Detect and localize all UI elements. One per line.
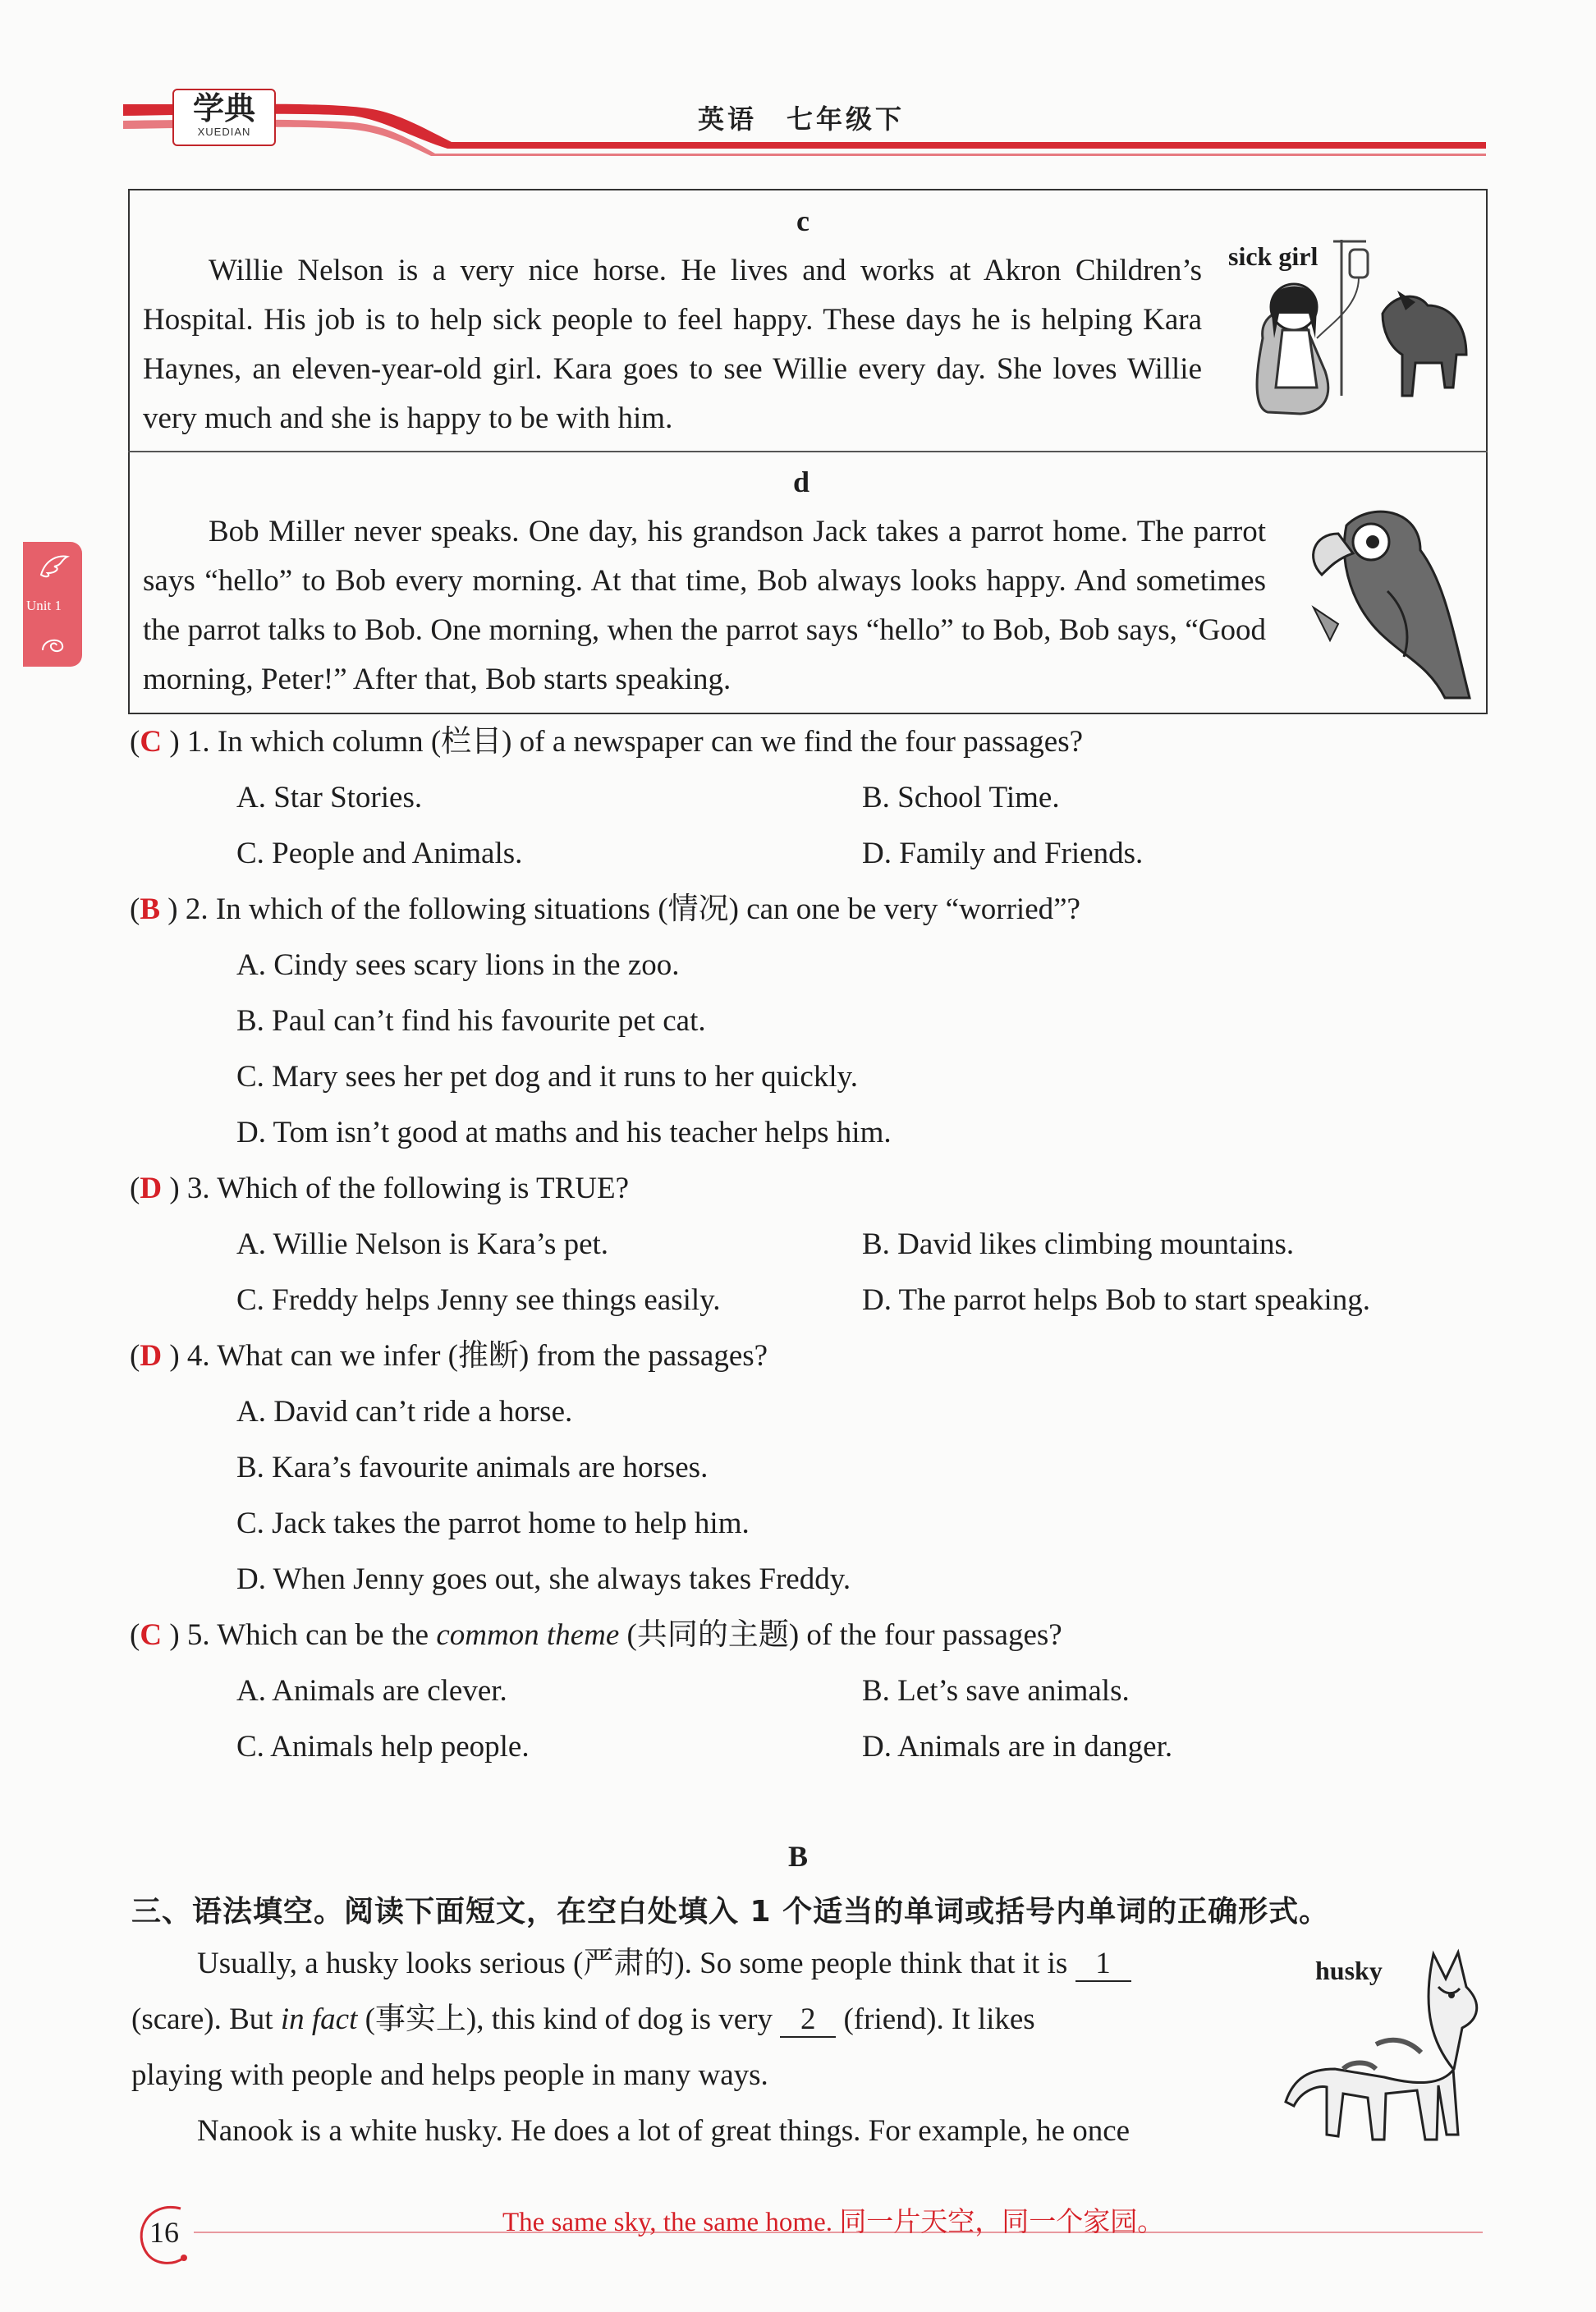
question-4: (D ) 4. What can we infer (推断) from the passages? [130,1339,768,1373]
passage-divider [128,451,1488,452]
answer-2: B [140,892,161,926]
passage-d-letter: d [793,466,810,498]
blank-1[interactable]: 1 [1075,1947,1131,1982]
passage-c-letter: c [796,204,809,237]
cloze-line-2-c: (friend). It likes [843,2002,1035,2036]
question-5-italic: common theme [436,1618,620,1652]
footer-slogan: The same sky, the same home. 同一片天空，同一个家园。 [502,2208,1165,2237]
q2-option-c: C. Mary sees her pet dog and it runs to her quickly. [236,1060,858,1094]
parrot-illustration [1281,493,1478,706]
q5-option-c: C. Animals help people. [236,1730,530,1764]
logo-main-text: 学典 [192,90,255,126]
q3-option-b: B. David likes climbing mountains. [862,1227,1295,1261]
question-2: (B ) 2. In which of the following situations (情况) can one be very “worried”? [130,892,1080,926]
q2-option-d: D. Tom isn’t good at maths and his teacher helps him. [236,1116,892,1149]
cloze-line-2-italic: in fact [280,2002,358,2036]
q1-option-a: A. Star Stories. [236,781,423,814]
answer-5: C [140,1618,163,1652]
sick-girl-label: sick girl [1228,241,1319,271]
q5-option-b: B. Let’s save animals. [862,1674,1130,1708]
unit-label: Unit 1 [26,598,62,613]
page-header-title: 英语 七年级下 [698,103,906,135]
passage-c-text: Willie Nelson is a very nice horse. He lives and works at Akron Children’s Hospital. His job is to help sick people to feel happy. These days he is helping Kara Haynes, an eleven-year-old girl. Kara goes to see Willie every day. She loves Willie very much and she is happy to be with him. [143,254,1202,435]
unit-side-tab [23,542,82,667]
q5-option-a: A. Animals are clever. [236,1674,507,1708]
q1-option-c: C. People and Animals. [236,837,523,870]
q4-option-b: B. Kara’s favourite animals are horses. [236,1451,709,1484]
cloze-line-2-a: (scare). But [131,2002,281,2036]
q4-option-d: D. When Jenny goes out, she always takes Freddy. [236,1562,851,1596]
q1-option-d: D. Family and Friends. [862,837,1144,870]
answer-1: C [140,725,163,759]
question-5-text: ) 5. Which can be the [169,1618,437,1652]
section-b-letter: B [788,1840,809,1873]
question-2-text: ) 2. In which of the following situations (情况) can one be very “worried”? [167,892,1080,926]
answer-3: D [140,1172,163,1205]
question-3: (D ) 3. Which of the following is TRUE? [130,1172,630,1205]
swirl-icon [39,632,69,657]
cloze-line-4: Nanook is a white husky. He does a lot of great things. For example, he once [197,2114,1130,2148]
q2-option-a: A. Cindy sees scary lions in the zoo. [236,948,680,982]
brand-logo [172,89,276,146]
q4-option-a: A. David can’t ride a horse. [236,1395,573,1429]
page-number: 16 [149,2216,179,2249]
q3-option-c: C. Freddy helps Jenny see things easily. [236,1283,721,1317]
cloze-line-2 [131,2002,1035,2038]
husky-illustration [1277,1946,1491,2151]
question-1: (C ) 1. In which column (栏目) of a newspaper can we find the four passages? [130,725,1084,759]
cloze-line-1 [197,1946,1131,1982]
question-1-text: ) 1. In which column (栏目) of a newspaper can we find the four passages? [169,725,1084,759]
q3-option-d: D. The parrot helps Bob to start speaking. [862,1283,1370,1317]
cloze-line-1-text: Usually, a husky looks serious (严肃的). So some people think that it is [197,1947,1068,1980]
q5-option-d: D. Animals are in danger. [862,1730,1173,1764]
section-three-title: 三、语法填空。阅读下面短文，在空白处填入 1 个适当的单词或括号内单词的正确形式。 [131,1895,1330,1929]
blank-2[interactable]: 2 [780,2003,836,2038]
sick-girl-horse-illustration [1251,232,1481,429]
cloze-line-3: playing with people and helps people in many ways. [131,2058,768,2092]
answer-4: D [140,1339,163,1373]
question-4-text: ) 4. What can we infer (推断) from the passages? [169,1339,768,1373]
wing-icon [38,550,71,583]
q3-option-a: A. Willie Nelson is Kara’s pet. [236,1227,609,1261]
q4-option-c: C. Jack takes the parrot home to help him. [236,1507,750,1540]
question-5-tail: (共同的主题) of the four passages? [619,1618,1062,1652]
logo-sub-text: XUEDIAN [197,126,251,138]
q1-option-b: B. School Time. [862,781,1060,814]
passage-d-text: Bob Miller never speaks. One day, his grandson Jack takes a parrot home. The parrot says “hello” to Bob every morning. At that time, Bob always looks happy. And sometimes the parrot talks to Bob. One morning, when the parrot says “hello” to Bob, Bob says, “Good morning, Peter!” After that, Bob starts speaking. [143,515,1266,696]
cloze-line-2-b: (事实上), this kind of dog is very [357,2002,773,2036]
question-3-text: ) 3. Which of the following is TRUE? [169,1172,630,1205]
husky-label: husky [1315,1956,1383,1985]
question-5: (C ) 5. Which can be the common theme (共同的主题) of the four passages? [130,1618,1062,1652]
q2-option-b: B. Paul can’t find his favourite pet cat. [236,1004,706,1038]
